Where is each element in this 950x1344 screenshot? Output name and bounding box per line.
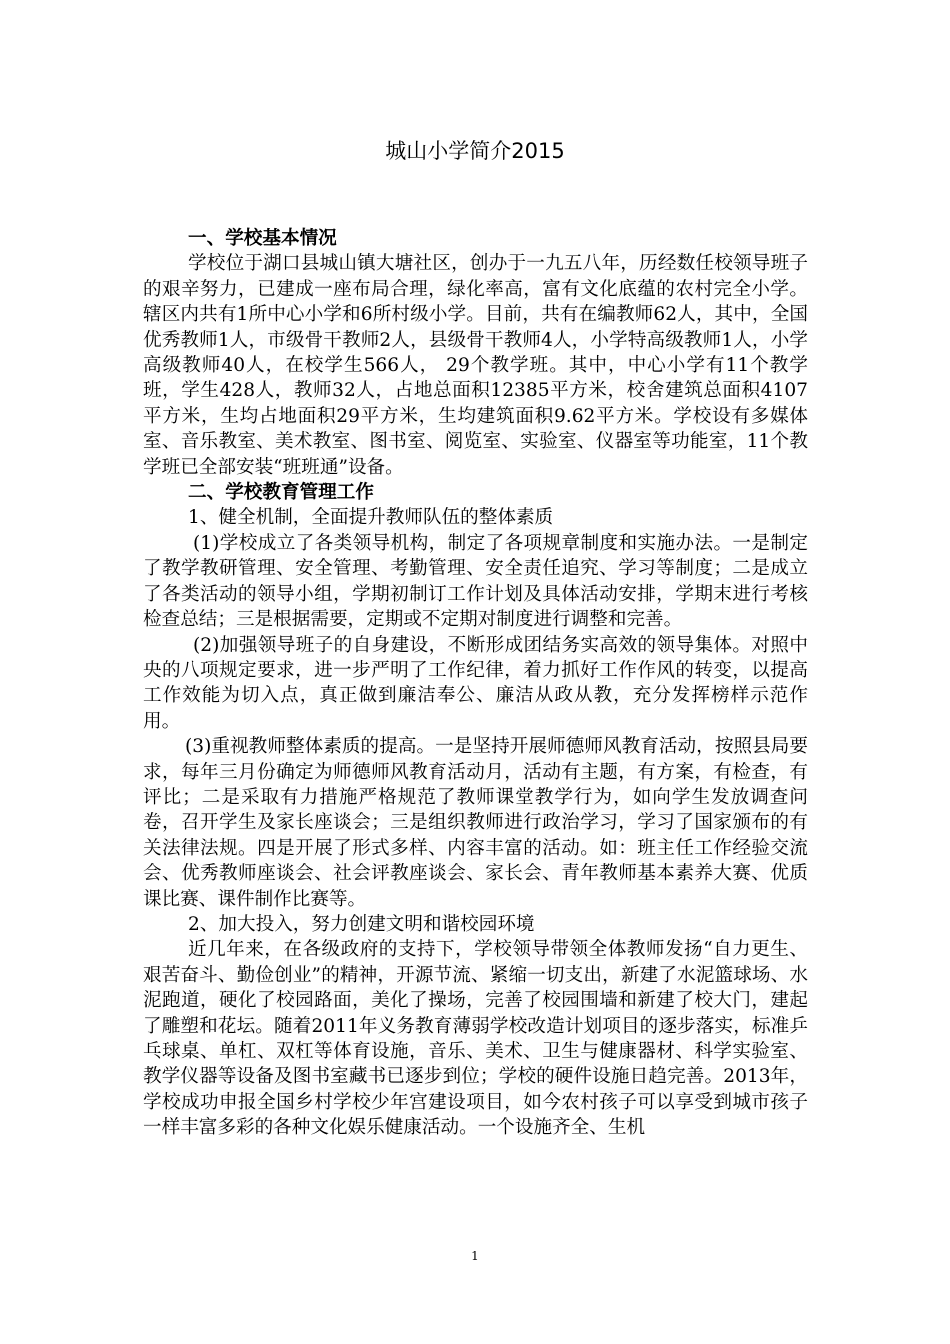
document-body — [143, 226, 808, 1141]
paragraph: 学校位于湖口县城山镇大塘社区，创办于一九五八年，历经数任校领导班子的艰辛努力，已建成一座布局合理，绿化率高，富有文化底蕴的农村完全小学。辖区内共有1所中心小学和6所村级小学。目前，共有在编教师62人，其中，全国优秀教师1人，市级骨干教师2人，县级骨干教师4人，小学特高级教师1人，小学高级教师40人，在校学生566人， 29个教学班。其中，中心小学有11个教学班，学生428人，教师32人，占地总面积12385平方米，校舍建筑总面积4107平方米，生均占地面积29平方米，生均建筑面积9.62平方米。学校设有多媒体室、音乐教室、美术教室、图书室、阅览室、实验室、仪器室等功能室，11个教学班已全部安装“班班通”设备。 — [143, 253, 808, 478]
page-number: 1 — [471, 1249, 479, 1263]
section-heading: 一、学校基本情况 — [188, 228, 337, 249]
paragraph: 近几年来，在各级政府的支持下，学校领导带领全体教师发扬“自力更生、艰苦奋斗、勤俭创业”的精神，开源节流、紧缩一切支出，新建了水泥篮球场、水泥跑道，硬化了校园路面，美化了操场，完善了校园围墙和新建了校大门，建起了雕塑和花坛。随着2011年义务教育薄弱学校改造计划项目的逐步落实，标准乒乓球桌、单杠、双杠等体育设施，音乐、美术、卫生与健康器材、科学实验室、教学仪器等设备及图书室藏书已逐步到位；学校的硬件设施日趋完善。2013年，学校成功申报全国乡村学校少年宫建设项目，如今农村孩子可以享受到城市孩子一样丰富多彩的各种文化娱乐健康活动。一个设施齐全、生机 — [143, 939, 808, 1139]
paragraph: (1)学校成立了各类领导机构，制定了各项规章制度和实施办法。一是制定了教学教研管理、安全管理、考勤管理、安全责任追究、学习等制度；二是成立了各类活动的领导小组，学期初制订工作计划及具体活动安排，学期末进行考核检查总结；三是根据需要，定期或不定期对制度进行调整和完善。 — [143, 532, 808, 631]
paragraph: (2)加强领导班子的自身建设，不断形成团结务实高效的领导集体。对照中央的八项规定要求，进一步严明了工作纪律，着力抓好工作作风的转变，以提高工作效能为切入点，真正做到廉洁奉公、廉洁从政从教，充分发挥榜样示范作用。 — [143, 634, 808, 732]
subsection-heading: 2、加大投入，努力创建文明和谐校园环境 — [188, 913, 535, 935]
document-title: 城山小学简介2015 — [385, 139, 565, 163]
subsection-heading: 1、健全机制，全面提升教师队伍的整体素质 — [188, 507, 554, 529]
section-heading: 二、学校教育管理工作 — [188, 482, 374, 504]
paragraph: (3)重视教师整体素质的提高。一是坚持开展师德师风教育活动，按照县局要求，每年三月份确定为师德师风教育活动月，活动有主题，有方案，有检查，有评比；二是采取有力措施严格规范了教师课堂教学行为，如向学生发放调查问卷，召开学生及家长座谈会；三是组织教师进行政治学习，学习了国家颁布的有关法律法规。四是开展了形式多样、内容丰富的活动。如：班主任工作经验交流会、优秀教师座谈会、社会评教座谈会、家长会、青年教师基本素养大赛、优质课比赛、课件制作比赛等。 — [143, 736, 808, 910]
